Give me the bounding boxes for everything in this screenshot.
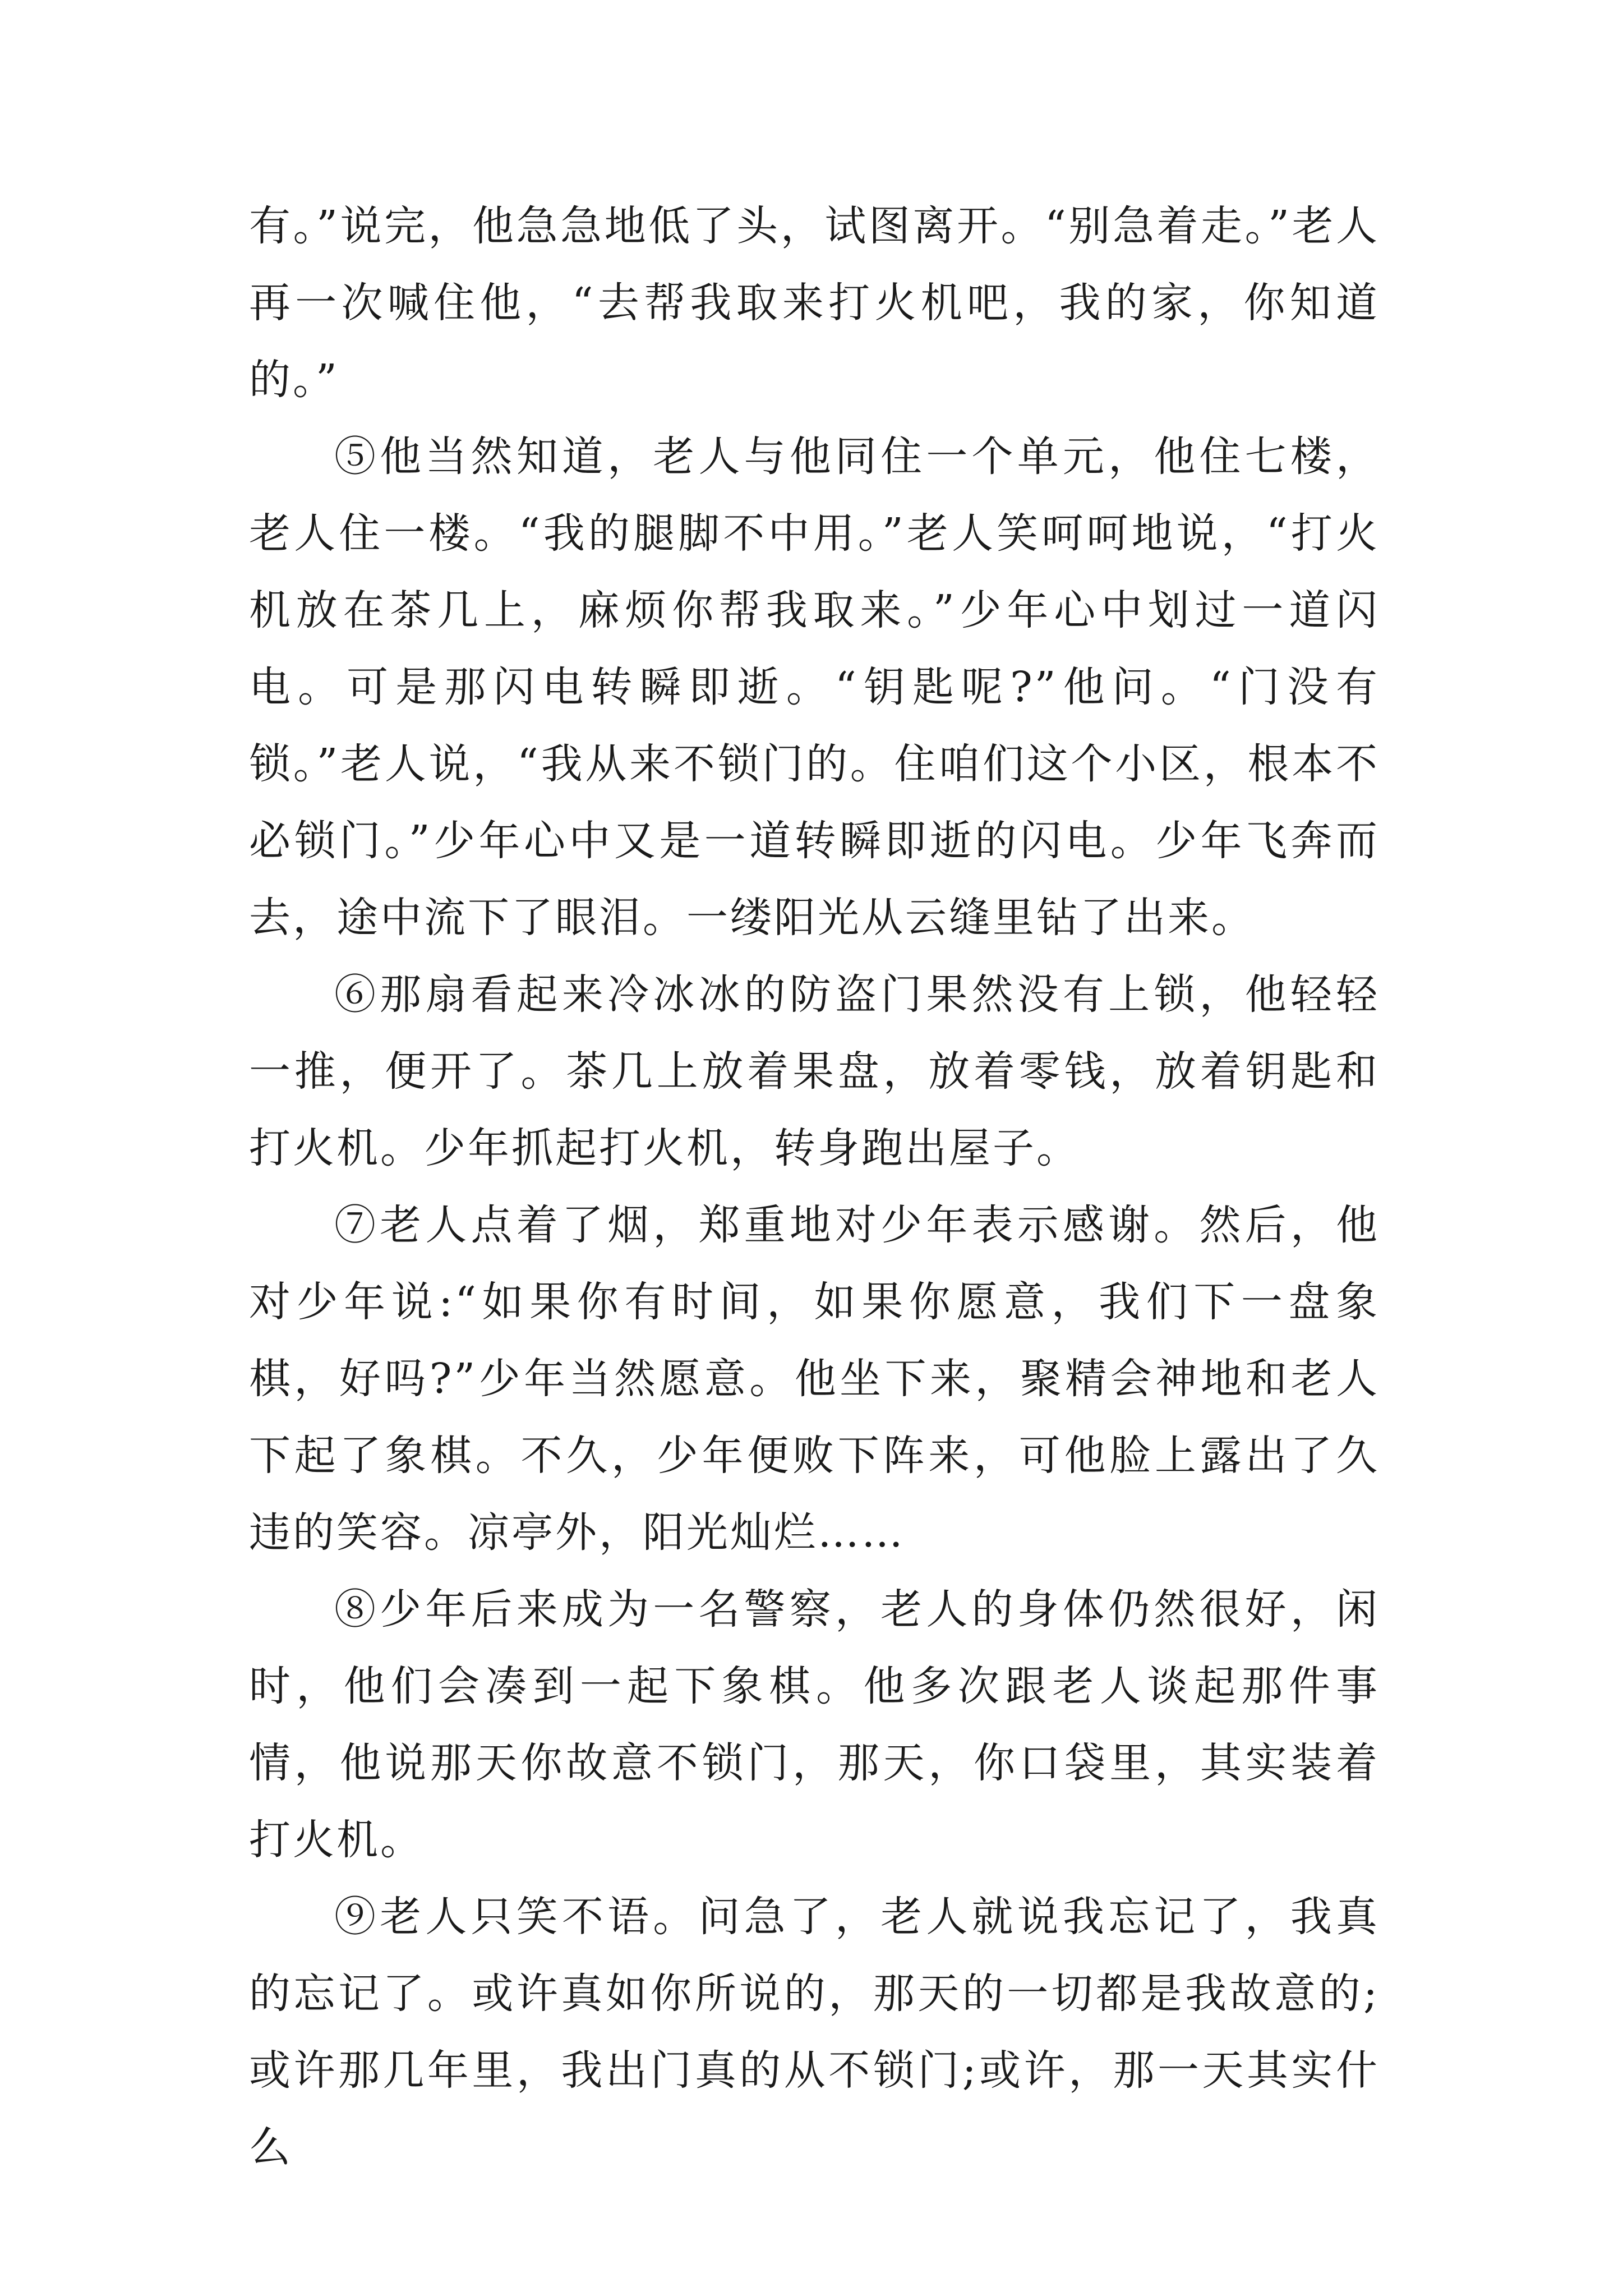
paragraph-6: ⑥那扇看起来冷冰冰的防盗门果然没有上锁，他轻轻一推，便开了。茶几上放着果盘，放着零钱，放着钥匙和打火机。少年抓起打火机，转身跑出屋子。 bbox=[249, 970, 1380, 1172]
paragraph-8: ⑧少年后来成为一名警察，老人的身体仍然很好，闲时，他们会凑到一起下象棋。他多次跟老人谈起那件事情，他说那天你故意不锁门，那天，你口袋里，其实装着打火机。 bbox=[249, 1585, 1380, 1864]
paragraph-7: ⑦老人点着了烟，郑重地对少年表示感谢。然后，他对少年说:“如果你有时间，如果你愿意，我们下一盘象棋，好吗?”少年当然愿意。他坐下来，聚精会神地和老人下起了象棋。不久，少年便败下阵来，可他脸上露出了久违的笑容。凉亭外，阳光灿烂…… bbox=[249, 1201, 1380, 1557]
document-page bbox=[249, 188, 1380, 2171]
paragraph-9: ⑨老人只笑不语。问急了，老人就说我忘记了，我真的忘记了。或许真如你所说的，那天的一切都是我故意的;或许那几年里，我出门真的从不锁门;或许，那一天其实什么 bbox=[249, 1893, 1380, 2171]
paragraph-5: ⑤他当然知道，老人与他同住一个单元，他住七楼，老人住一楼。“我的腿脚不中用。”老人笑呵呵地说，“打火机放在茶几上，麻烦你帮我取来。”少年心中划过一道闪电。可是那闪电转瞬即逝。“钥匙呢?”他问。“门没有锁。”老人说，“我从来不锁门的。住咱们这个小区，根本不必锁门。”少年心中又是一道转瞬即逝的闪电。少年飞奔而去，途中流下了眼泪。一缕阳光从云缝里钻了出来。 bbox=[249, 432, 1380, 942]
paragraph-continuation: 有。”说完，他急急地低了头，试图离开。“别急着走。”老人再一次喊住他，“去帮我取来打火机吧，我的家，你知道的。” bbox=[249, 202, 1380, 404]
